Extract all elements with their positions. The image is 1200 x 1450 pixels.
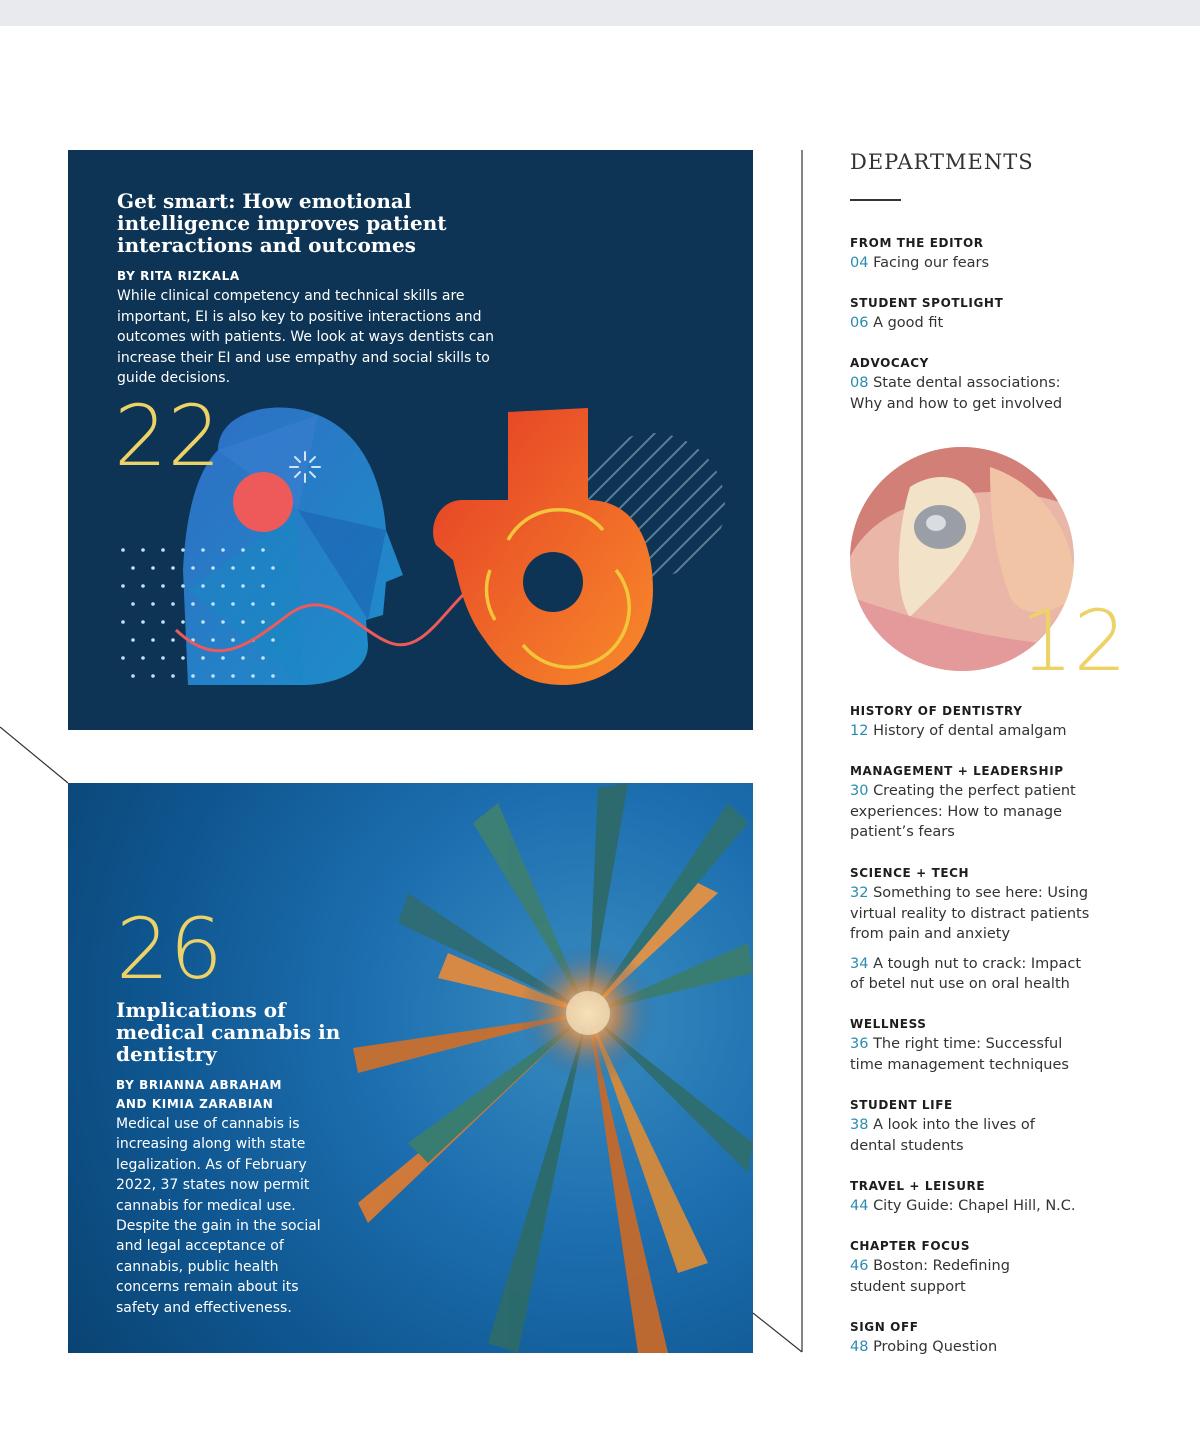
entry-title: Facing our fears	[873, 255, 990, 271]
entry-title: Boston: Redefining student support	[850, 1258, 1010, 1295]
page-number: 26	[116, 900, 223, 998]
dept-section-management-leadership	[850, 761, 1090, 843]
feature-byline	[116, 1076, 282, 1114]
feature-byline: BY RITA RIZKALA	[117, 269, 240, 283]
entry-title: A good fit	[873, 315, 944, 331]
toc-entry[interactable]	[850, 1034, 1080, 1075]
entry-title: State dental associations: Why and how to get involved	[850, 375, 1063, 412]
entry-title: The right time: Successful time management techniques	[850, 1036, 1069, 1073]
entry-title: Something to see here: Using virtual reality to distract patients from pain and anxiety	[850, 885, 1090, 943]
toc-entry[interactable]	[850, 1196, 1140, 1217]
entry-title: History of dental amalgam	[873, 723, 1067, 739]
entry-page: 04	[850, 255, 869, 271]
dept-section-student-life	[850, 1095, 1050, 1156]
section-label: TRAVEL + LEISURE	[850, 1179, 986, 1193]
entry-page: 34	[850, 955, 869, 972]
feature-emotional-intelligence[interactable]	[68, 150, 753, 730]
feature-title[interactable]: Implications of medical cannabis in dentistry	[116, 998, 341, 1066]
toc-entry[interactable]	[850, 373, 1075, 414]
entry-page: 12	[850, 723, 869, 739]
entry-page: 06	[850, 315, 869, 331]
toc-entry[interactable]	[850, 1337, 1140, 1358]
toc-entry[interactable]	[850, 954, 1090, 995]
section-label: STUDENT LIFE	[850, 1098, 953, 1112]
entry-title: Creating the perfect patient experiences: How to manage patient’s fears	[850, 783, 1076, 841]
dept-section-advocacy	[850, 353, 1075, 414]
toc-entry[interactable]	[850, 1256, 1035, 1297]
section-label: CHAPTER FOCUS	[850, 1239, 971, 1253]
toc-entry[interactable]	[850, 721, 1140, 742]
entry-page: 32	[850, 885, 869, 901]
dept-section-science-tech	[850, 863, 1090, 995]
heading-rule	[850, 199, 901, 201]
section-label: WELLNESS	[850, 1017, 927, 1031]
entry-page: 46	[850, 1258, 869, 1274]
departments-heading: DEPARTMENTS	[850, 150, 1034, 174]
dept-section-from-the-editor	[850, 233, 1140, 274]
entry-page: 48	[850, 1339, 869, 1355]
byline-line: BY BRIANNA ABRAHAM	[116, 1078, 283, 1092]
section-label: FROM THE EDITOR	[850, 236, 984, 250]
entry-page: 08	[850, 375, 869, 391]
dept-section-sign-off	[850, 1317, 1140, 1358]
toc-entry[interactable]	[850, 883, 1090, 945]
dept-section-student-spotlight	[850, 293, 1140, 334]
byline-line: AND KIMIA ZARABIAN	[116, 1097, 274, 1111]
page-number: 22	[114, 387, 221, 485]
entry-title: A tough nut to crack: Impact of betel nut use on oral health	[850, 955, 1082, 993]
toc-entry[interactable]	[850, 1115, 1050, 1156]
photo-page-number: 12	[1020, 592, 1127, 690]
section-label: HISTORY OF DENTISTRY	[850, 704, 1023, 718]
section-label: STUDENT SPOTLIGHT	[850, 296, 1004, 310]
entry-title: City Guide: Chapel Hill, N.C.	[873, 1198, 1076, 1214]
feature-medical-cannabis[interactable]	[68, 783, 753, 1353]
feature-summary: While clinical competency and technical skills are important, EI is also key to positive interactions and outcomes with patients. We look at ways dentists can increase their EI and use empathy and social skills to guide decisions.	[117, 288, 495, 386]
toc-entry[interactable]	[850, 781, 1090, 843]
entry-title: Probing Question	[873, 1339, 998, 1355]
entry-page: 38	[850, 1117, 869, 1133]
feature-title[interactable]: Get smart: How emotional intelligence improves patient interactions and outcomes	[117, 189, 447, 257]
toc-entry[interactable]	[850, 253, 1140, 274]
toc-entry[interactable]	[850, 313, 1140, 334]
entry-page: 36	[850, 1036, 869, 1052]
section-label: SCIENCE + TECH	[850, 866, 970, 880]
section-label: ADVOCACY	[850, 356, 929, 370]
section-label: MANAGEMENT + LEADERSHIP	[850, 764, 1064, 778]
feature-summary: Medical use of cannabis is increasing along with state legalization. As of February 2022, 37 states now permit cannabis for medical use. Despite the gain in the social and legal acceptance of cannabis, public health concerns remain about its safety and effectiveness.	[116, 1116, 321, 1316]
entry-page: 44	[850, 1198, 869, 1214]
section-label: SIGN OFF	[850, 1320, 919, 1334]
dept-section-history-of-dentistry	[850, 701, 1140, 742]
entry-page: 30	[850, 783, 869, 799]
entry-title: A look into the lives of dental students	[850, 1117, 1035, 1154]
dept-section-travel-leisure	[850, 1176, 1140, 1217]
dept-section-chapter-focus	[850, 1236, 1035, 1297]
dept-section-wellness	[850, 1014, 1080, 1075]
